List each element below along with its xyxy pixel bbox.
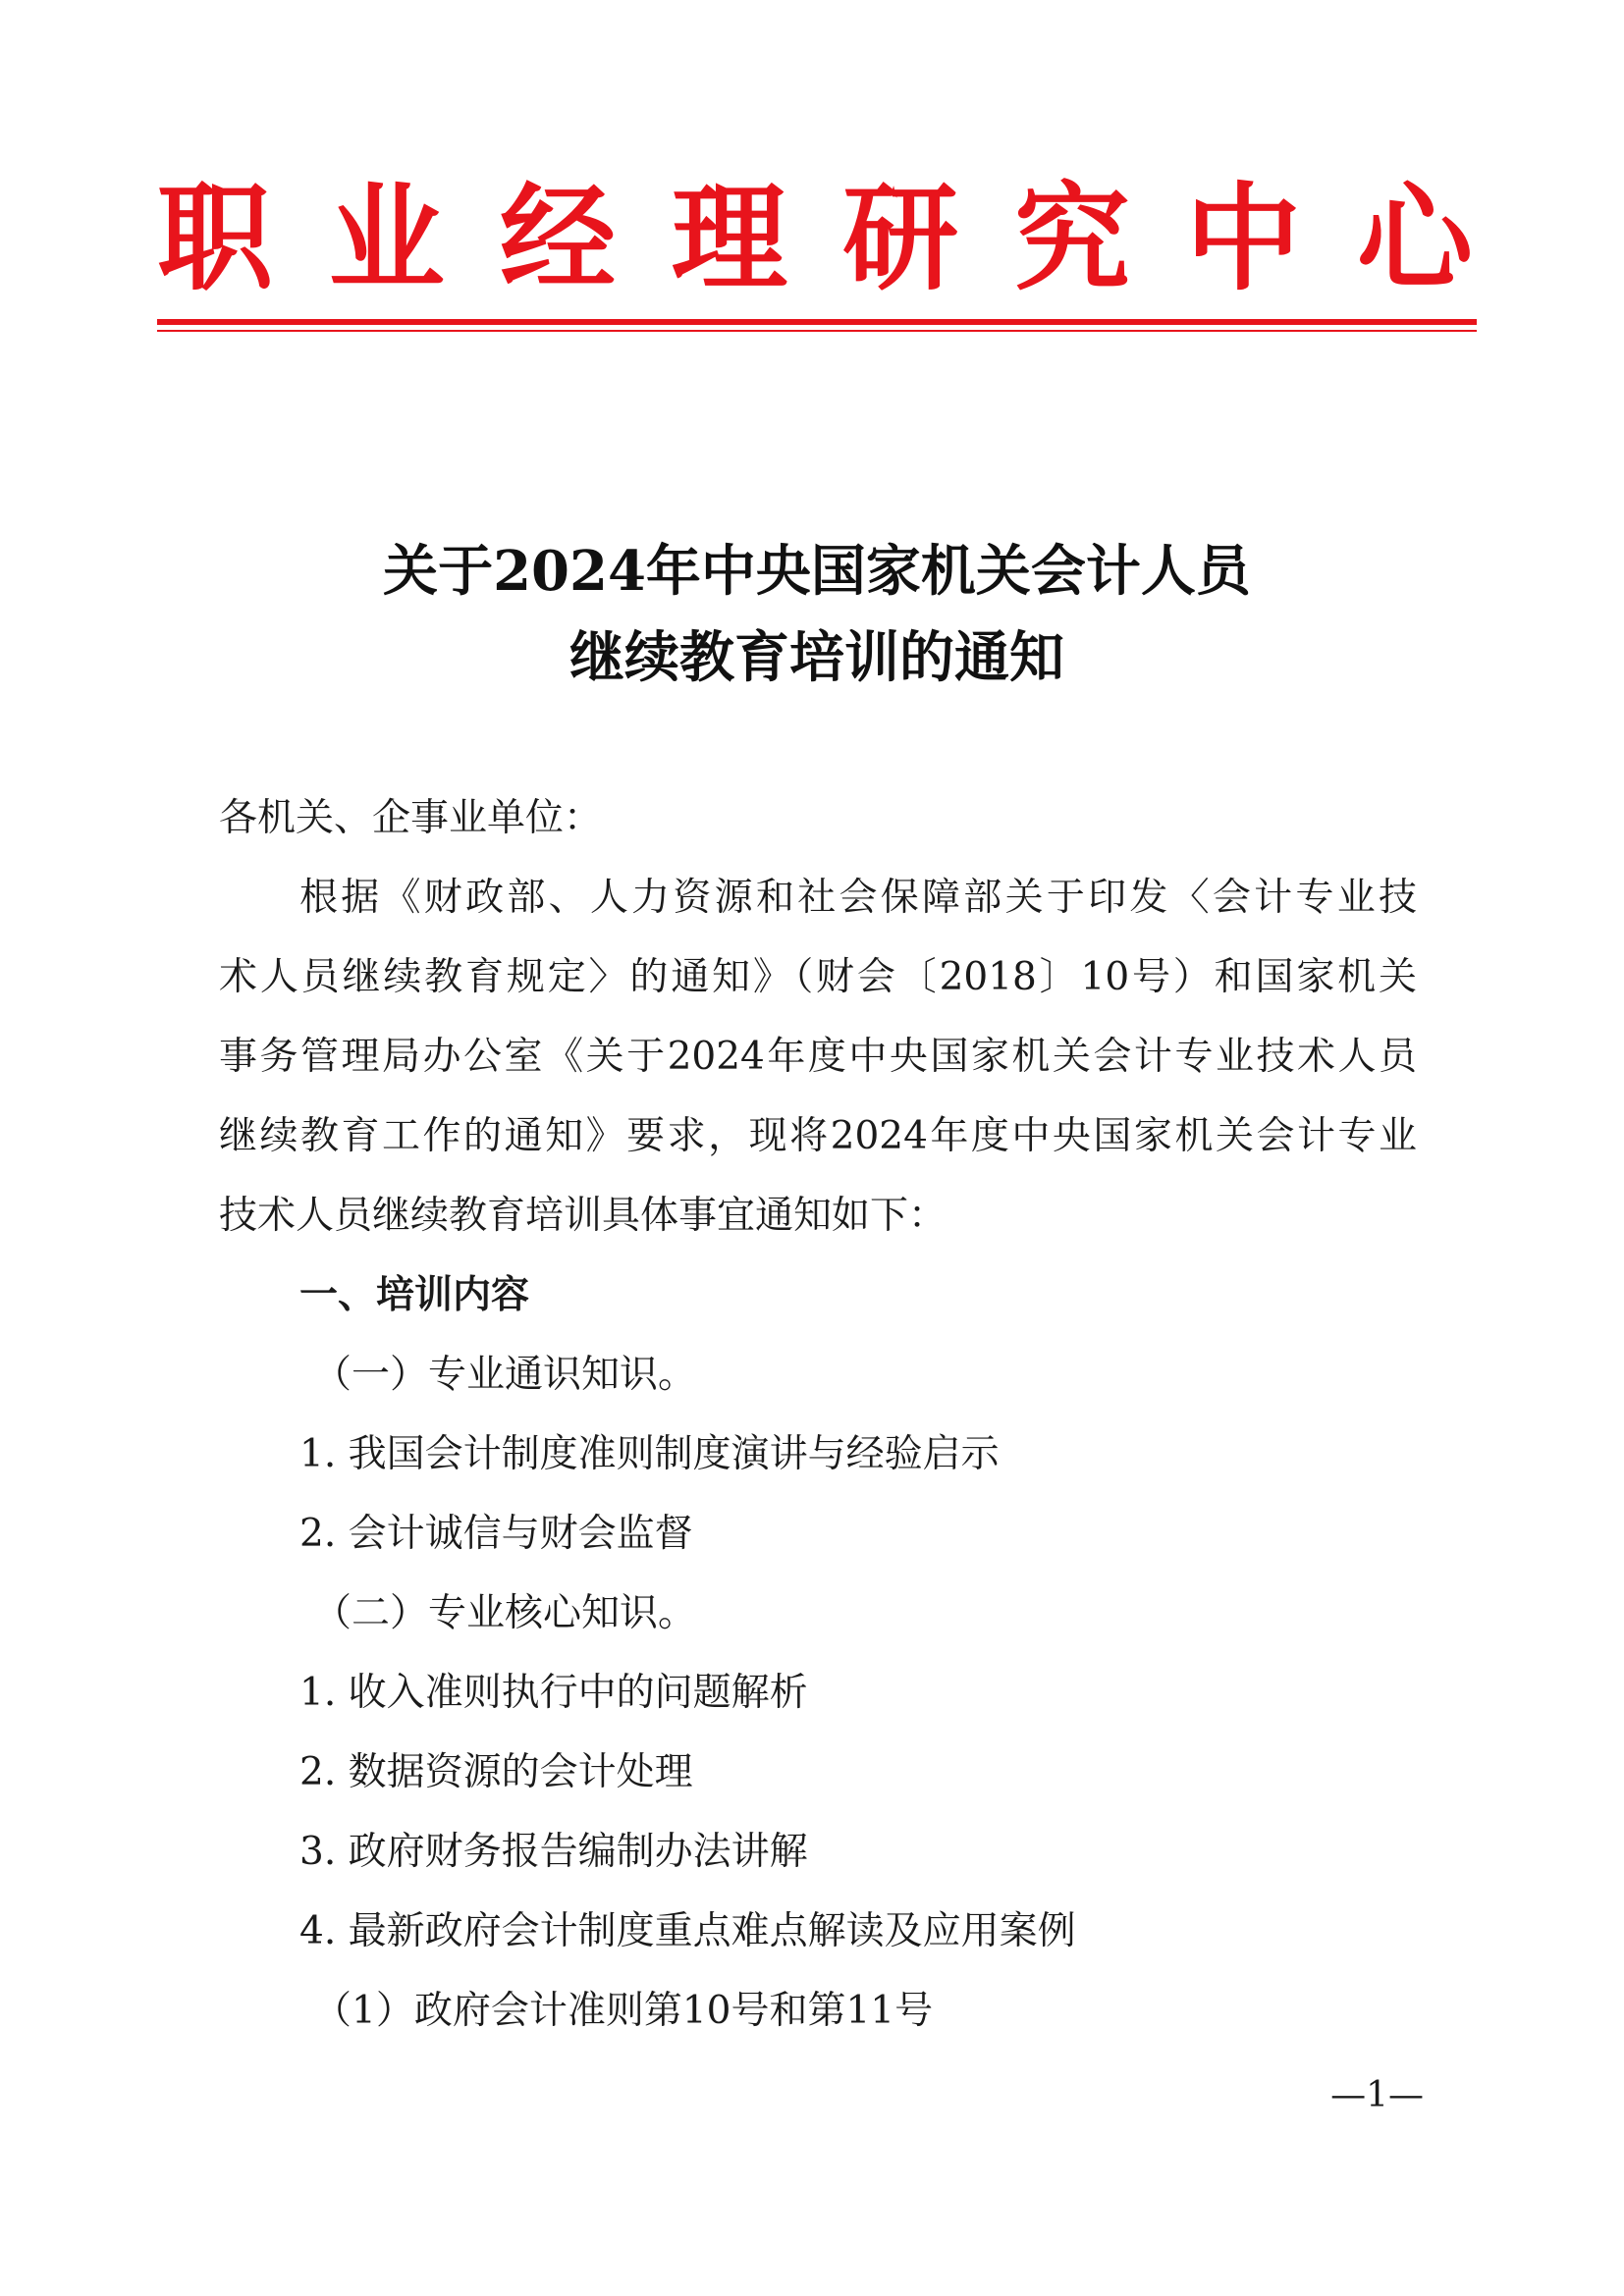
title-line-1: 关于2024年中央国家机关会计人员 <box>383 539 1251 604</box>
org-char: 心 <box>1356 170 1473 306</box>
org-header-title <box>157 165 1473 312</box>
paragraph-line: 术人员继续教育规定〉的通知》（财会〔2018〕10号）和国家机关 <box>219 955 1417 999</box>
org-char: 研 <box>842 170 959 306</box>
list-item: 1. 我国会计制度准则制度演讲与经验启示 <box>299 1432 1000 1476</box>
org-char: 中 <box>1185 170 1302 306</box>
paragraph-line: 继续教育工作的通知》要求，现将2024年度中央国家机关会计专业 <box>219 1114 1417 1158</box>
paragraph-line: 根据《财政部、人力资源和社会保障部关于印发〈会计专业技 <box>299 876 1417 920</box>
list-item: 2. 数据资源的会计处理 <box>299 1750 693 1794</box>
org-char: 经 <box>500 170 617 306</box>
list-item: 3. 政府财务报告编制办法讲解 <box>299 1830 808 1874</box>
salutation: 各机关、企事业单位： <box>219 796 603 840</box>
list-item: 1. 收入准则执行中的问题解析 <box>299 1671 808 1715</box>
paragraph-line: 事务管理局办公室《关于2024年度中央国家机关会计专业技术人员 <box>219 1035 1417 1079</box>
list-item: 4. 最新政府会计制度重点难点解读及应用案例 <box>299 1909 1076 1953</box>
header-rule-thick <box>157 319 1477 325</box>
list-item: 2. 会计诚信与财会监督 <box>299 1512 693 1556</box>
section-heading: 一、培训内容 <box>299 1273 530 1317</box>
subsection-heading: （一）专业通识知识。 <box>313 1353 697 1397</box>
paragraph-line: 技术人员继续教育培训具体事宜通知如下： <box>219 1194 947 1238</box>
header-rule-thin <box>157 330 1477 332</box>
org-char: 业 <box>328 170 445 306</box>
org-char: 究 <box>1013 170 1130 306</box>
title-line-2: 继续教育培训的通知 <box>569 625 1064 690</box>
org-char: 理 <box>671 170 787 306</box>
subsection-heading: （二）专业核心知识。 <box>313 1591 697 1635</box>
page-number: —1— <box>1330 2075 1424 2115</box>
org-char: 职 <box>157 170 274 306</box>
document-body <box>219 778 1417 2051</box>
list-subitem: （1）政府会计准则第10号和第11号 <box>313 1989 934 2033</box>
document-title <box>157 528 1477 701</box>
